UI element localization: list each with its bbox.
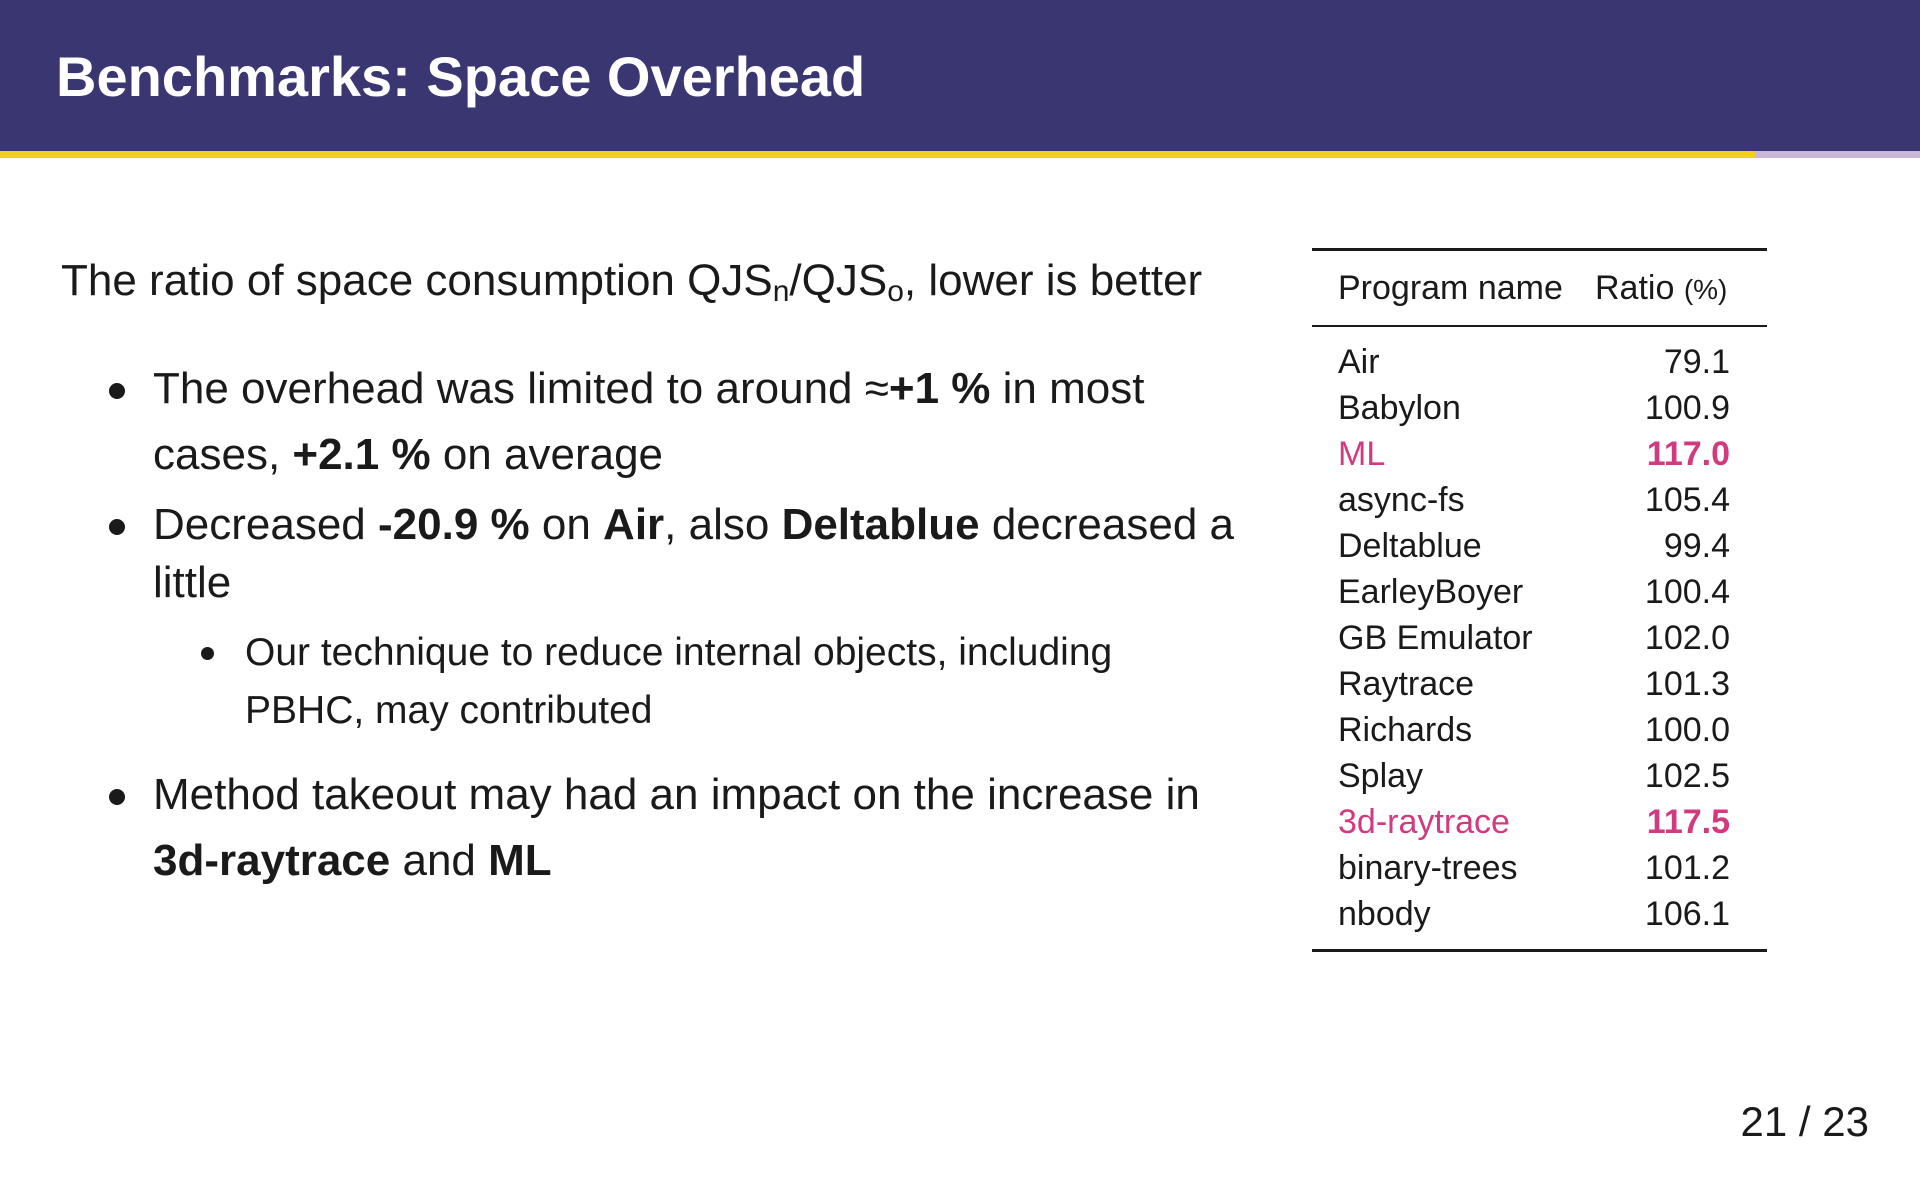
program-name-cell: Richards (1338, 710, 1473, 749)
intro-paragraph: The ratio of space consumption $QJS_n/QJS_o$, lower is better (61, 256, 1203, 308)
bullet-method-takeout: Method takeout may had an impact on the increase in 3d-raytrace and ML (61, 762, 1241, 894)
ratio-cell: 102.0 (1644, 618, 1730, 657)
slide-body (61, 248, 1241, 902)
bullet-overhead: The overhead was limited to around ≈+1 % in most cases, +2.1 % on average (61, 356, 1241, 488)
table-header-row (1312, 251, 1767, 325)
program-name-cell: async-fs (1338, 480, 1465, 519)
table-row (1312, 753, 1767, 799)
program-name-cell: Splay (1338, 756, 1424, 795)
ratio-cell: 102.5 (1644, 756, 1730, 795)
ratio-cell: 79.1 (1663, 342, 1730, 381)
slide-header (0, 0, 1920, 151)
table-row (1312, 615, 1767, 661)
table-row (1312, 707, 1767, 753)
table-row (1312, 891, 1767, 937)
ratio-table (1312, 248, 1767, 952)
program-name-cell: Babylon (1338, 388, 1461, 427)
program-name-cell: binary-trees (1338, 848, 1518, 887)
table-row-highlighted (1312, 799, 1767, 845)
table-row (1312, 661, 1767, 707)
slide-title: Benchmarks: Space Overhead (56, 45, 866, 108)
table-row (1312, 569, 1767, 615)
page-number: 21 / 23 (1740, 1098, 1869, 1145)
table-row (1312, 339, 1767, 385)
sub-bullet-list (153, 624, 1241, 740)
table-row (1312, 385, 1767, 431)
table-row (1312, 845, 1767, 891)
ratio-cell: 100.4 (1644, 572, 1730, 611)
table-bottom-rule (1312, 949, 1767, 952)
program-name-cell: GB Emulator (1338, 618, 1533, 657)
program-name-cell: Air (1338, 342, 1380, 381)
ratio-cell: 100.9 (1644, 388, 1730, 427)
header-ratio: Ratio (%) (1595, 268, 1728, 307)
table-row-highlighted (1312, 431, 1767, 477)
table-row (1312, 477, 1767, 523)
program-name-cell: 3d-raytrace (1338, 802, 1510, 841)
sub-bullet-technique: Our technique to reduce internal objects, including PBHC, may contributed (153, 624, 1241, 740)
header-accent-bar-remainder (1755, 151, 1920, 158)
header-program-name: Program name (1338, 268, 1563, 307)
ratio-cell: 101.3 (1644, 664, 1730, 703)
bullet-decreased: Decreased -20.9 % on Air, also Deltablue decreased a little Our technique to reduce internal objects, including PBHC, may contributed (61, 496, 1241, 740)
ratio-cell: 106.1 (1644, 894, 1730, 933)
ratio-cell: 100.0 (1644, 710, 1730, 749)
ratio-cell: 99.4 (1663, 526, 1730, 565)
bullet-list (61, 356, 1241, 894)
table-row (1312, 523, 1767, 569)
ratio-cell: 105.4 (1644, 480, 1730, 519)
program-name-cell: Raytrace (1338, 664, 1475, 703)
ratio-cell: 101.2 (1644, 848, 1730, 887)
program-name-cell: EarleyBoyer (1338, 572, 1524, 611)
ratio-cell: 117.5 (1646, 802, 1730, 841)
program-name-cell: nbody (1338, 894, 1431, 933)
header-accent-bar (0, 151, 1755, 158)
program-name-cell: ML (1338, 434, 1386, 473)
ratio-cell: 117.0 (1646, 434, 1730, 473)
table-body (1312, 327, 1767, 949)
program-name-cell: Deltablue (1338, 526, 1482, 565)
